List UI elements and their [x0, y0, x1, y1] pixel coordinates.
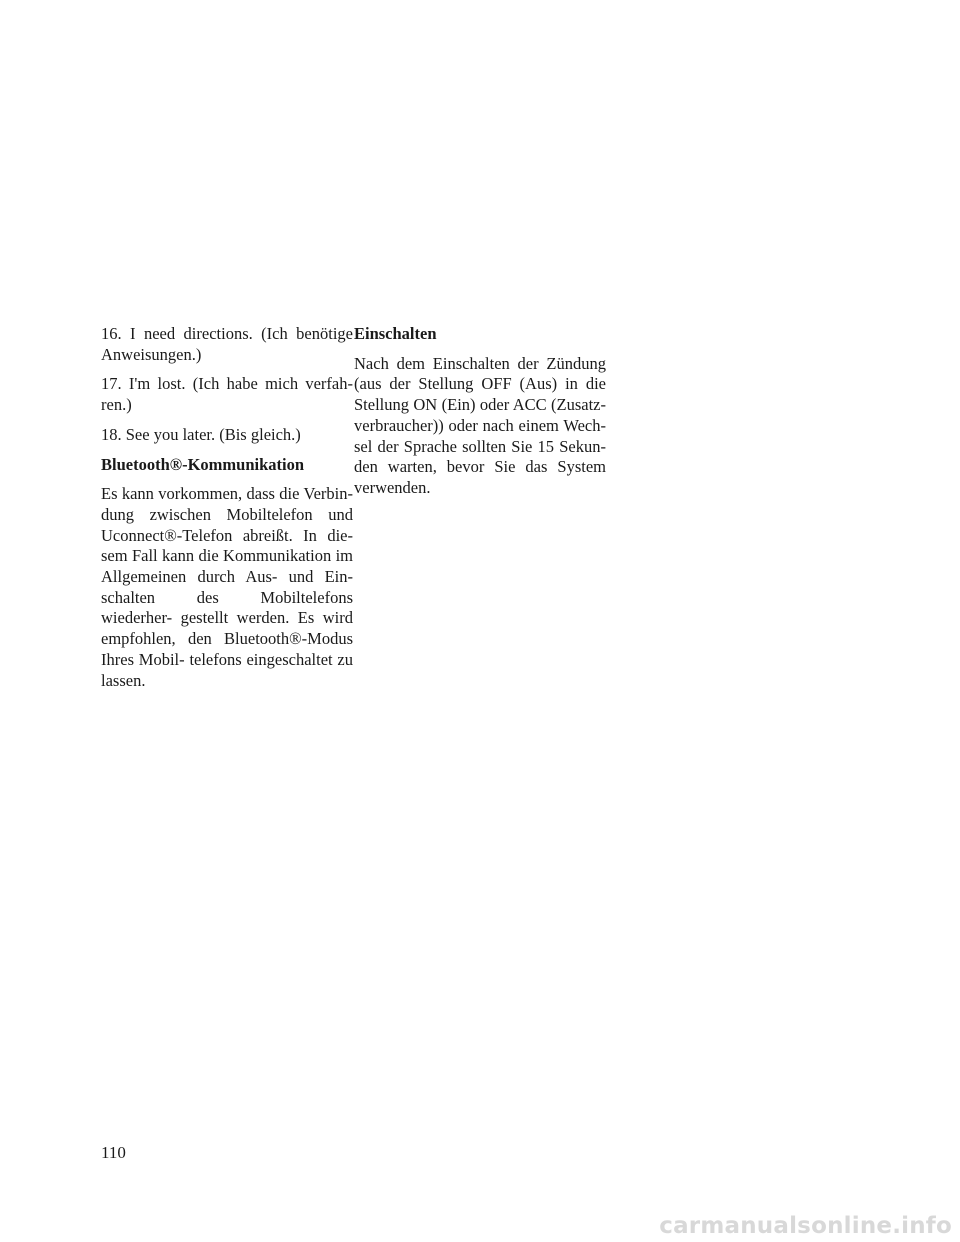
right-column [354, 324, 606, 508]
einschalten-paragraph: Nach dem Einschalten der Zündung (aus der Stellung OFF (Aus) in die Stellung ON (Ein) oder ACC (Zusatz- verbraucher)) oder nach einem Wech- sel der Sprache sollten Sie 15 Sekun- den warten, bevor Sie das System verwenden. [354, 353, 606, 497]
section-heading-einschalten: Einschalten [354, 324, 437, 343]
list-item-16: 16. I need directions. (Ich benötige Anweisungen.) [101, 324, 353, 364]
page-number: 110 [101, 1143, 126, 1162]
bluetooth-paragraph: Es kann vorkommen, dass die Verbin- dung zwischen Mobiltelefon und Uconnect®-Telefon abreißt. In die- sem Fall kann die Kommunikation im Allgemeinen durch Aus- und Ein- schalten des Mobiltelefons wiederher- gestellt werden. Es wird empfohlen, den Bluetooth®-Modus Ihres Mobil- telefons eingeschaltet zu lassen. [101, 484, 353, 690]
section-heading-bluetooth: Bluetooth®-Kommunikation [101, 454, 305, 474]
list-item-17: 17. I'm lost. (Ich habe mich verfah- ren.) [101, 374, 353, 415]
left-column [101, 324, 353, 700]
watermark: carmanualsonline.info [659, 1213, 952, 1239]
list-item-18: 18. See you later. (Bis gleich.) [101, 424, 301, 444]
